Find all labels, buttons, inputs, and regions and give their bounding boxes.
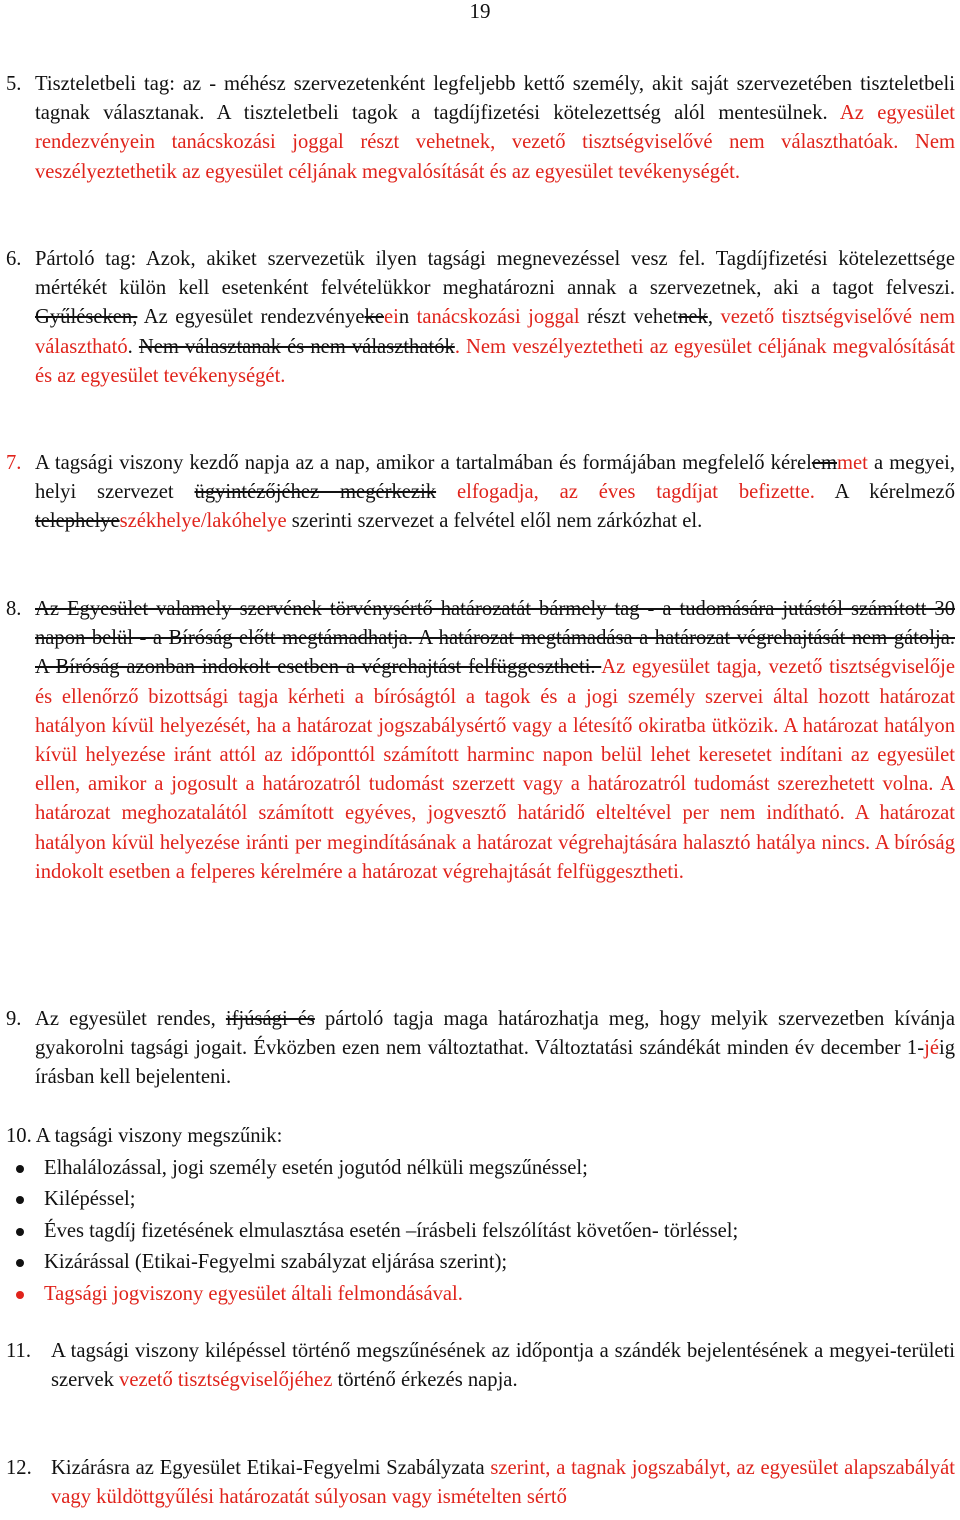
inserted-text: jé — [924, 1037, 939, 1060]
paragraph-text: ig írásban kell bejelenteni. — [35, 1037, 955, 1089]
paragraph-text: Kizárásra az Egyesület Etikai-Fegyelmi Szabályzata — [51, 1457, 491, 1479]
list-item: Kizárással (Etikai-Fegyelmi szabályzat eljárása szerint); — [0, 1247, 955, 1279]
deleted-text: ke — [364, 306, 384, 329]
deleted-text: nek — [678, 306, 708, 329]
inserted-text: vezető tisztségviselővé nem választható — [35, 306, 956, 358]
deleted-text: Gyűléseken, — [35, 306, 138, 329]
deleted-text: telephelye — [35, 510, 120, 533]
deleted-text: em — [811, 452, 837, 474]
paragraph-text: A kérelmező — [814, 481, 955, 504]
deleted-text: ifjúsági és — [225, 1008, 315, 1030]
list-item: Tagsági jogviszony egyesület általi felmondásával. — [0, 1279, 955, 1311]
paragraph-9 — [6, 1005, 955, 1093]
paragraph-number: 6. — [6, 248, 22, 270]
bullet-icon — [16, 1228, 24, 1236]
paragraph-text: . — [127, 335, 139, 358]
bullet-icon — [16, 1291, 24, 1299]
inserted-text: székhelye/lakóhelye — [119, 510, 287, 533]
inserted-text: szerint, a tagnak jogszabályt, az egyesület alapszabályát vagy küldöttgyűlési határozatát súlyosan vagy ismételten sértő — [51, 1457, 955, 1509]
inserted-text: Az egyesület rendezvényein tanácskozási joggal részt vehetnek, vezető tisztségviselővé nem választhatóak. Nem veszélyeztethetik az egyesület céljának megvalósítását és az egyesület tevékenységét. — [35, 102, 955, 183]
bullet-icon — [16, 1259, 24, 1267]
paragraph-text: A tagsági viszony megszűnik: — [35, 1125, 283, 1147]
paragraph-text: n — [398, 306, 417, 329]
list-item: Elhalálozással, jogi személy esetén jogutód nélküli megszűnéssel; — [0, 1153, 955, 1185]
paragraph-8 — [6, 595, 955, 887]
paragraph-text: a megyei, helyi szervezet — [35, 452, 955, 504]
inserted-text: tanácskozási joggal — [416, 306, 580, 329]
paragraph-text: Pártoló tag: Azok, akiket szervezetük ilyen tagsági megnevezéssel vesz fel. Tagdíjfizetési kötelezettsége mértékét külön kell esetenként felvételükkor meghatározni annak a szervezetnek, aki a tagot felveszi. — [35, 248, 955, 300]
list-item: Kilépéssel; — [0, 1184, 955, 1216]
deleted-text: ügyintézőjéhez megérkezik — [194, 481, 437, 504]
paragraph-text: pártoló tagja maga határozhatja meg, hogy melyik szervezetben kívánja gyakorolni tagsági jogait. Évközben ezen nem változtathat. Változtatási szándékát minden év december 1- — [35, 1008, 955, 1060]
bullet-icon — [16, 1196, 24, 1204]
paragraph-5 — [6, 70, 955, 187]
paragraph-number: 7. — [6, 452, 22, 474]
paragraph-number: 8. — [6, 598, 22, 620]
paragraph-text: Az egyesület rendezvénye — [137, 306, 365, 329]
inserted-text: Az egyesület tagja, vezető tisztségviselője és ellenőrző bizottsági tagja kérheti a bíróságtól a tagok és a jogi személy szervei által hozott határozat hatályon kívül helyezését, ha a határozat jogszabálysértő vagy a létesítő okiratba ütközik. A határozat hatályon kívül helyezése iránt attól az időponttól számított harminc napon belül lehet keresetet indítani az egyesület ellen, amikor a jogosult a határozatról tudomást szerzett vagy a határozatról tudomást szerezhetett volna. A határozat meghozatalától számított egyéves, jogvesztő határidő elteltével per nem indítható. A határozat hatályon kívül helyezése iránti per megindításának a határozat végrehajtására halasztó hatálya nincs. A bíróság indokolt esetben a felperes kérelmére a határozat végrehajtását felfüggesztheti. — [35, 656, 955, 883]
paragraph-number: 9. — [6, 1008, 22, 1030]
deleted-text: Nem választanak és nem választhatók — [138, 335, 455, 358]
termination-list — [0, 1153, 955, 1311]
paragraph-text: Az egyesület rendes, — [35, 1008, 226, 1030]
paragraph-text: szerinti szervezet a felvétel elől nem zárkózhat el. — [286, 510, 703, 533]
page-number: 19 — [469, 0, 491, 23]
paragraph-number: 10. — [6, 1125, 32, 1147]
paragraph-number: 11. — [6, 1340, 31, 1362]
paragraph-text: részt vehet — [579, 306, 679, 329]
paragraph-text: A tagsági viszony kilépéssel történő megszűnésének az időpontja a szándék bejelentésének a megyei-területi szervek — [51, 1340, 955, 1392]
paragraph-text: , — [707, 306, 721, 329]
paragraph-number: 5. — [6, 73, 22, 95]
paragraph-heading — [6, 1121, 955, 1153]
inserted-text: ei — [383, 306, 399, 329]
paragraph-7 — [6, 449, 955, 537]
paragraph-12 — [6, 1454, 955, 1512]
paragraph-text: A tagsági viszony kezdő napja az a nap, amikor a tartalmában és formájában megfelelő kérel — [35, 452, 812, 474]
inserted-text: met — [836, 452, 868, 474]
paragraph-text: történő érkezés napja. — [332, 1369, 518, 1392]
paragraph-number: 12. — [6, 1457, 32, 1479]
list-item: Éves tagdíj fizetésének elmulasztása esetén –írásbeli felszólítást követően- törléssel; — [0, 1216, 955, 1248]
paragraph-11 — [6, 1337, 955, 1395]
deleted-text: Az Egyesület valamely szervének törvénysértő határozatát bármely tag - a tudomására jutástól számított 30 napon belül - a Bíróság előtt megtámadhatja. A határozat megtámadása a határozat végrehajtását nem gátolja. A Bíróság azonban indokolt esetben a végrehajtást felfüggesztheti. — [35, 598, 955, 679]
paragraph-text: Tiszteletbeli tag: az - méhész szervezetenként legfeljebb kettő személy, akit saját szervezetében tiszteletbeli tagnak választanak. A tiszteletbeli tagok a tagdíjfizetési kötelezettség alól mentesülnek. — [35, 73, 955, 125]
bullet-icon — [16, 1165, 24, 1173]
inserted-text: vezető tisztségviselőjéhez — [119, 1369, 333, 1392]
paragraph-10 — [6, 1121, 955, 1310]
inserted-text: . Nem veszélyeztetheti az egyesület céljának megvalósítását és az egyesület tevékenységét. — [35, 335, 955, 387]
inserted-text: elfogadja, az éves tagdíjat befizette. — [436, 481, 815, 504]
paragraph-6 — [6, 245, 956, 391]
